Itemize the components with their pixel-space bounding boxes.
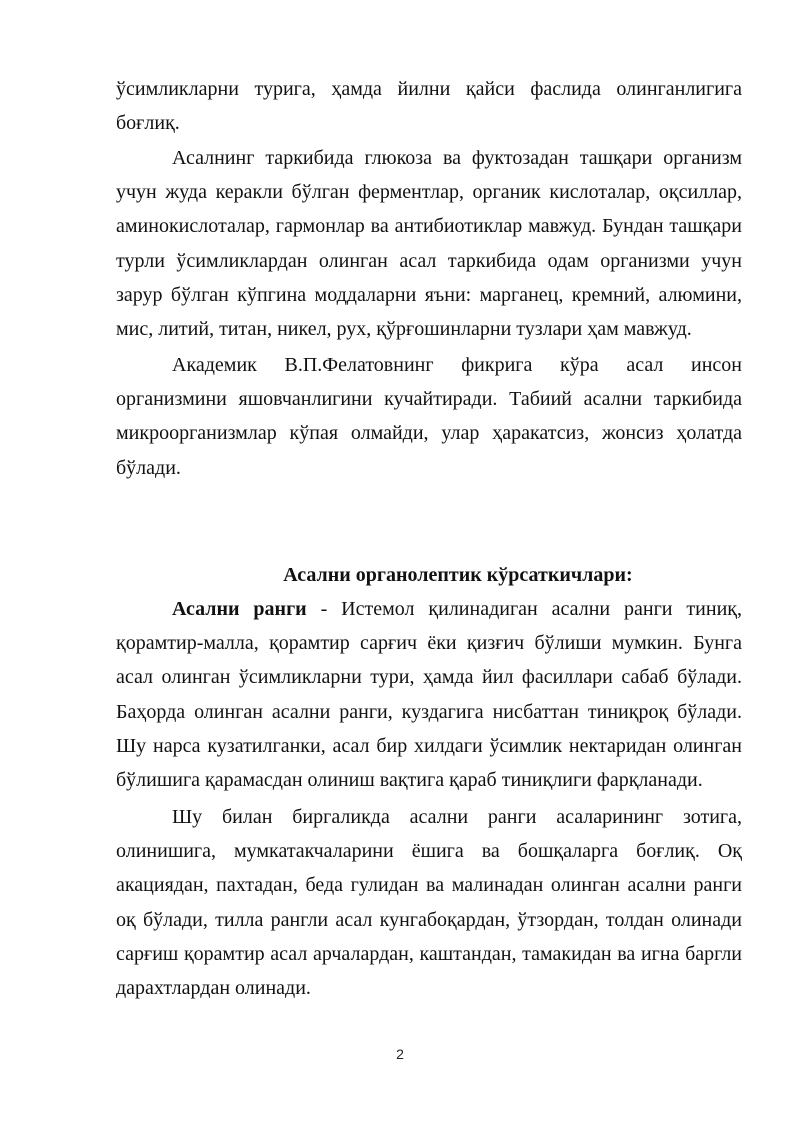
text-line: олинишига, мумкатакчаларини ёшига ва бошқаларга боғлиқ. Оқ [116,840,742,863]
page-number: 2 [396,1046,404,1062]
text-line: мис, литий, титан, никел, рух, қўрғошинларни тузлари ҳам мавжуд. [116,317,692,340]
text-line: қорамтир-малла, қорамтир сарғич ёки қизғич бўлиши мумкин. Бунга [116,632,742,655]
text-line: турли ўсимликлардан олинган асал таркибида одам организми учун [116,249,742,272]
heading-text: Асални органолептик кўрсаткичлари: [283,564,633,586]
text-line: бўлади. [116,456,181,479]
paragraph-academic-opinion [116,348,742,485]
text-line: Шу билан биргаликда асални ранги асаларининг зотига, [172,806,742,828]
term-bold: Асални ранги [172,598,307,620]
paragraph-color-factors [116,800,742,1005]
text-line: дарахтлардан олинади. [116,976,311,999]
text-line: зарур бўлган кўпгина моддаларни яъни: марганец, кремний, алюмини, [116,283,742,306]
text-line: организмини яшовчанлигини кучайтиради. Табиий асални таркибида [116,388,742,411]
text-line: микроорганизмлар кўпая олмайди, улар ҳаракатсиз, жонсиз ҳолатда [116,422,742,445]
text-line: ўсимликларни туригa, ҳамда йилни қайси фаслида олинганлигига [116,78,742,100]
text-line: боғлиқ. [116,112,180,135]
text-line: бўлишига қарамасдан олиниш вақтига қараб тиниқлиги фарқланади. [116,768,703,791]
text-line-lead [116,592,742,626]
section-heading [116,558,742,592]
text-line: Баҳорда олинган асални ранги, куздагига нисбаттан тиниқроқ бўлади. [116,700,742,723]
text-line: оқ бўлади, тилла рангли асал кунгабоқардан, ўтзордан, толдан олинади [116,908,742,931]
text-line: Шу нарса кузатилганки, асал бир хилдаги ўсимлик нектаридан олинган [116,734,742,757]
paragraph-honey-color [116,592,742,797]
text-line: Академик В.П.Фелатовнинг фикрига кўра асал инсон [172,354,742,376]
text-line: сарғиш қорамтир асал арчалардан, каштандан, тамакидан ва игна баргли [116,942,742,965]
paragraph-continuation [116,72,742,140]
paragraph-composition [116,141,742,346]
text-line: Асалнинг таркибида глюкоза ва фуктозадан ташқари организм [172,147,742,169]
text-line: акациядан, пахтадан, беда гулидан ва малинадан олинган асални ранги [116,874,742,897]
text-line: асал олинган ўсимликларни тури, ҳамда йил фасиллари сабаб бўлади. [116,666,742,689]
text-line: учун жуда керакли бўлган ферментлар, органик кислоталар, оқсиллар, [116,181,742,204]
term-definition: - Истемол қилинадиган асални ранги тиниқ, [306,598,742,620]
text-line: аминокислоталар, гармонлар ва антибиотиклар мавжуд. Бундан ташқари [116,215,742,238]
